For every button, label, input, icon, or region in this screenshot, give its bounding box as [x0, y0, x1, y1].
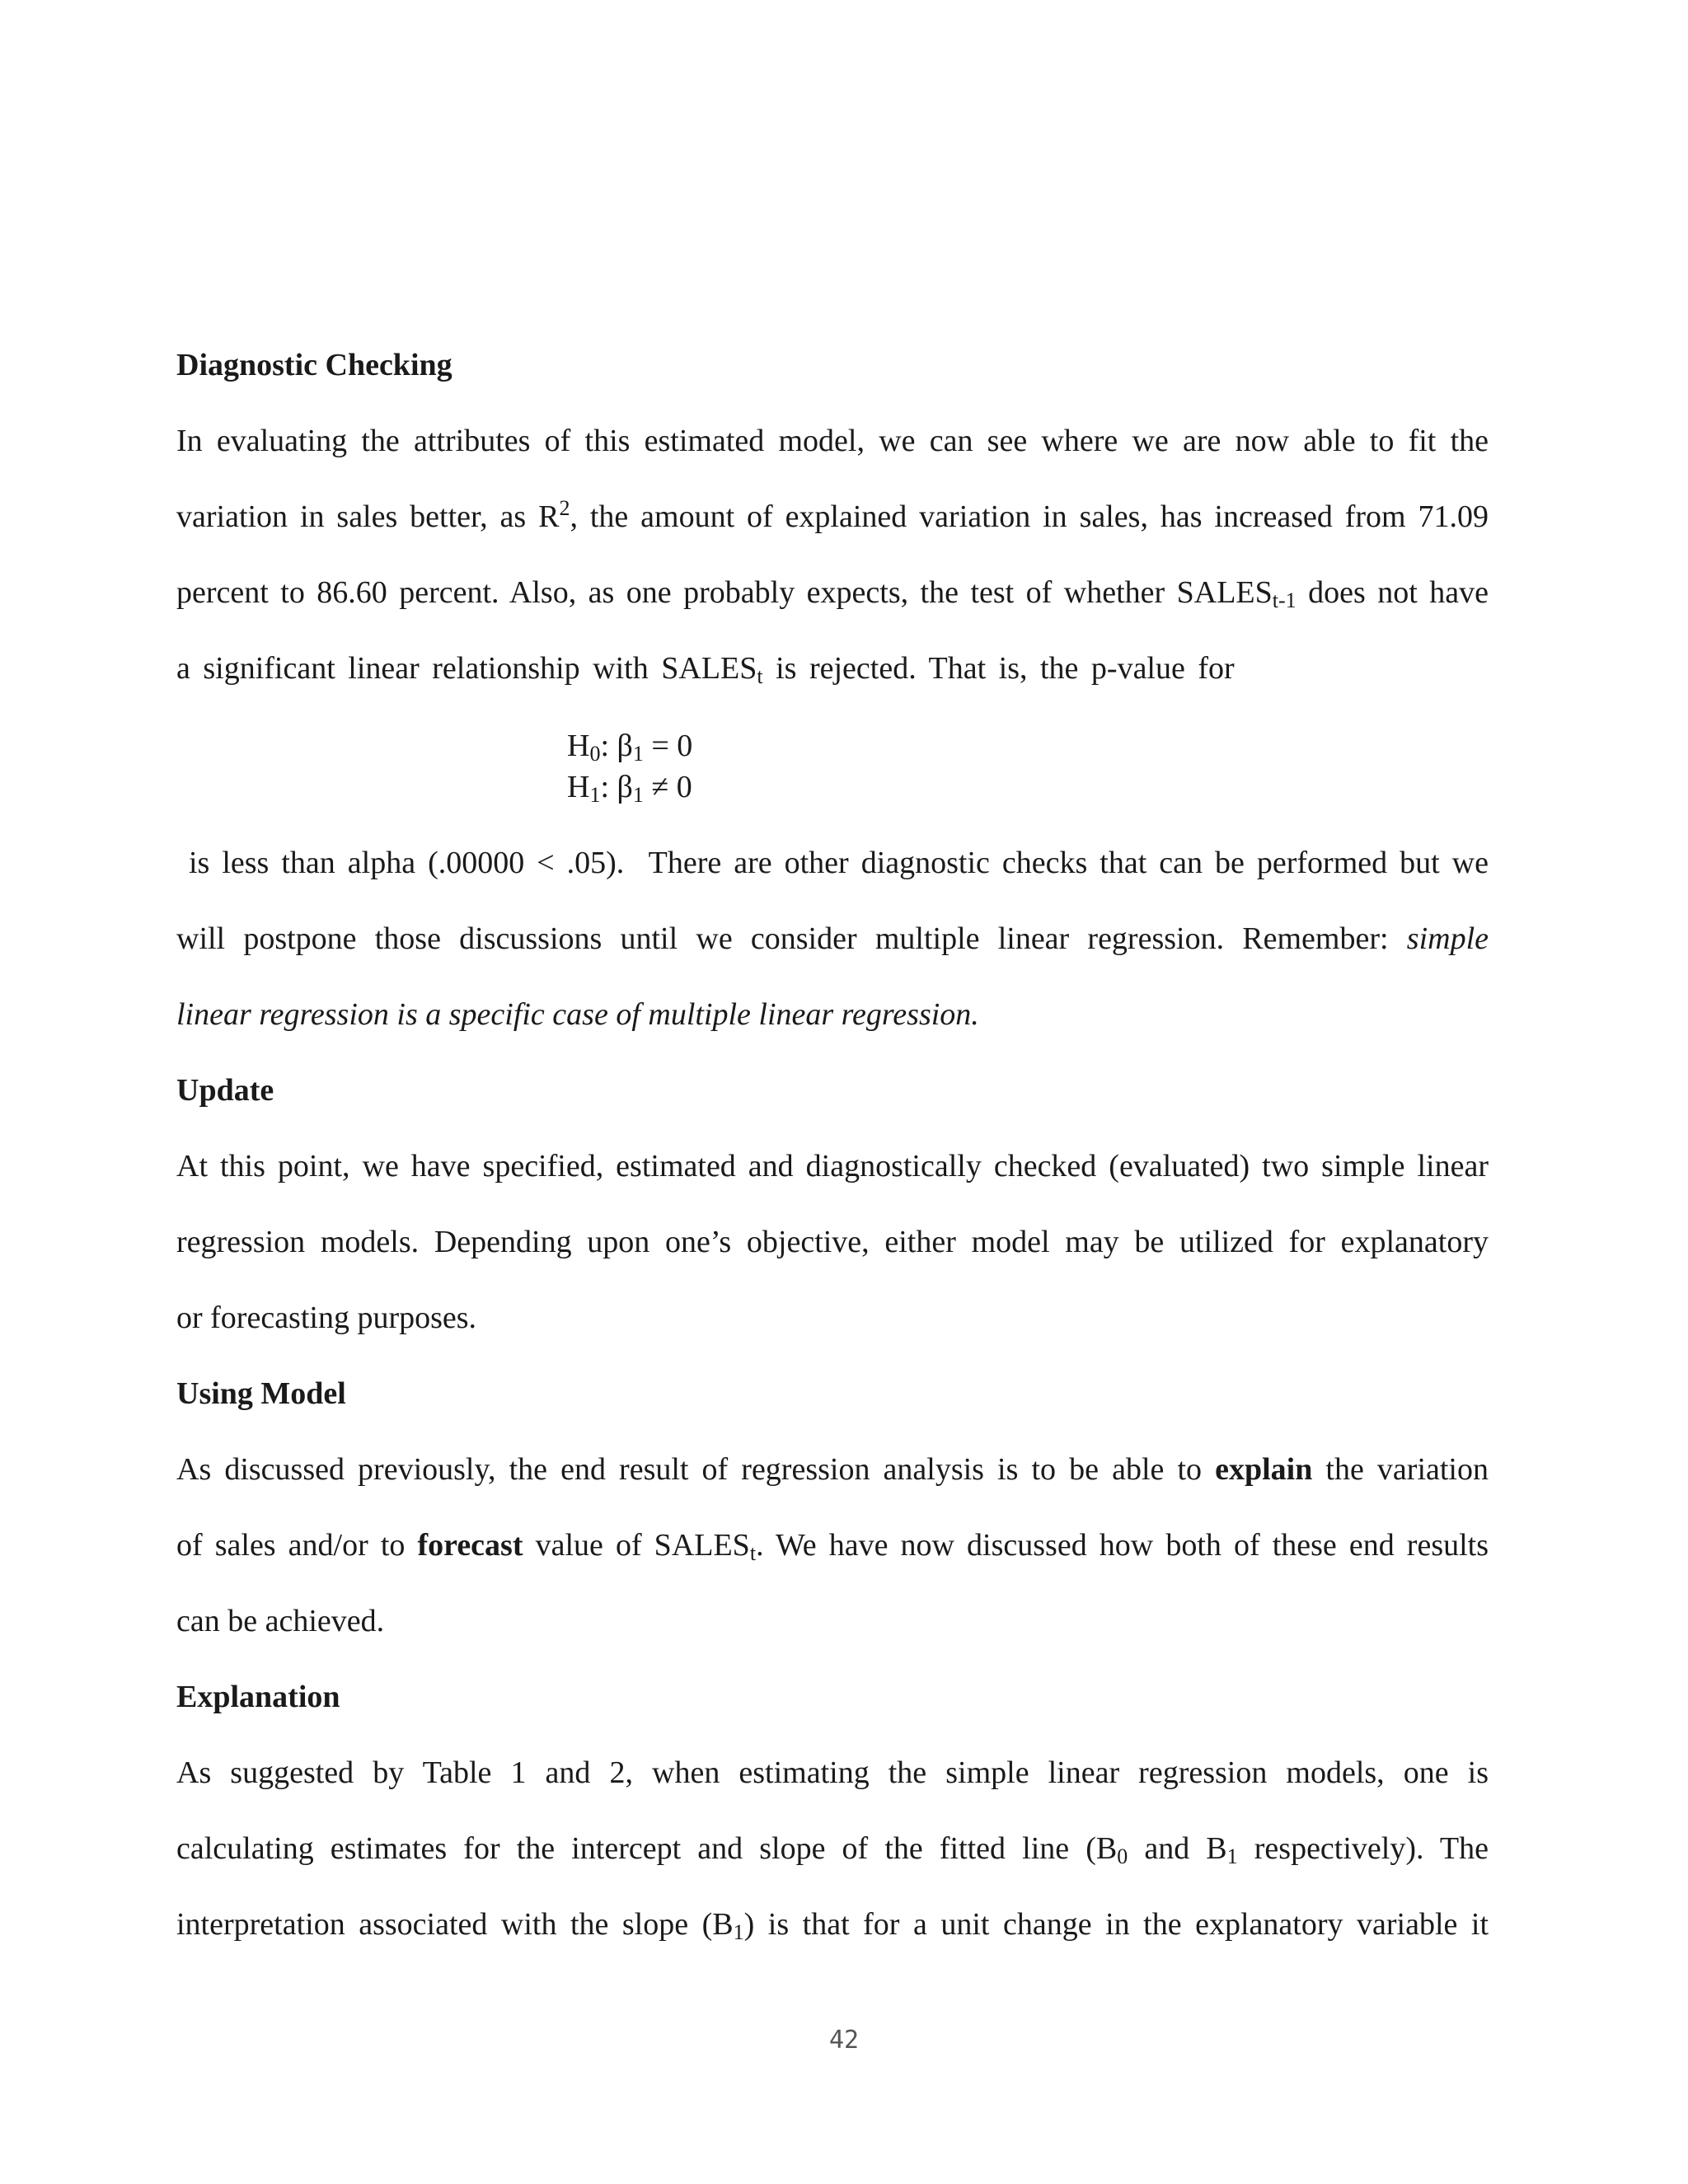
paragraph-line: can be achieved. — [176, 1604, 385, 1638]
paragraph-line: As discussed previously, the end result of regression analysis is to be able to explain the variation — [176, 1452, 1489, 1487]
paragraph-line: In evaluating the attributes of this estimated model, we can see where we are now able to fit the — [176, 424, 1489, 458]
hypothesis-alternative: $H_1$: $\beta_1 \ne 0$ — [567, 770, 692, 807]
heading-explanation: Explanation — [176, 1680, 340, 1714]
paragraph-line: will postpone those discussions until we consider multiple linear regression. Remember: simple — [176, 921, 1489, 956]
paragraph-line: variation in sales better, as $R^2$, the amount of explained variation in sales, has increased from 71.09 — [176, 496, 1489, 534]
paragraph-line: regression models. Depending upon one’s objective, either model may be utilized for explanatory — [176, 1225, 1489, 1259]
paragraph-line: percent to 86.60 percent. Also, as one probably expects, the test of whether $SALES_{t-1}$ does not have — [176, 575, 1489, 612]
paragraph-line: At this point, we have specified, estimated and diagnostically checked (evaluated) two simple linear — [176, 1149, 1489, 1183]
heading-using-model: Using Model — [176, 1376, 346, 1411]
paragraph-line: a significant linear relationship with $SALES_t$ is rejected. That is, the p-value for — [176, 651, 1235, 688]
paragraph-line: linear regression is a specific case of multiple linear regression. — [176, 997, 979, 1032]
paragraph-line: is less than alpha (.00000 < .05). There are other diagnostic checks that can be performed but we — [176, 846, 1489, 880]
paragraph-line: calculating estimates for the intercept and slope of the fitted line ($B_0$ and $B_1$ respectively). The — [176, 1831, 1489, 1868]
paragraph-line: interpretation associated with the slope $(B_1)$ is that for a unit change in the explanatory variable it — [176, 1907, 1489, 1944]
paragraph-line: As suggested by Table 1 and 2, when estimating the simple linear regression models, one is — [176, 1755, 1489, 1790]
heading-update: Update — [176, 1073, 274, 1108]
heading-diagnostic-checking: Diagnostic Checking — [176, 348, 452, 382]
page-number: 42 — [828, 2026, 860, 2055]
paragraph-line: of sales and/or to forecast value of $SALES_t$. We have now discussed how both of these end results — [176, 1528, 1489, 1565]
paragraph-line: or forecasting purposes. — [176, 1301, 477, 1335]
hypothesis-null: $H_0$: $\beta_1 = 0$ — [567, 729, 693, 766]
